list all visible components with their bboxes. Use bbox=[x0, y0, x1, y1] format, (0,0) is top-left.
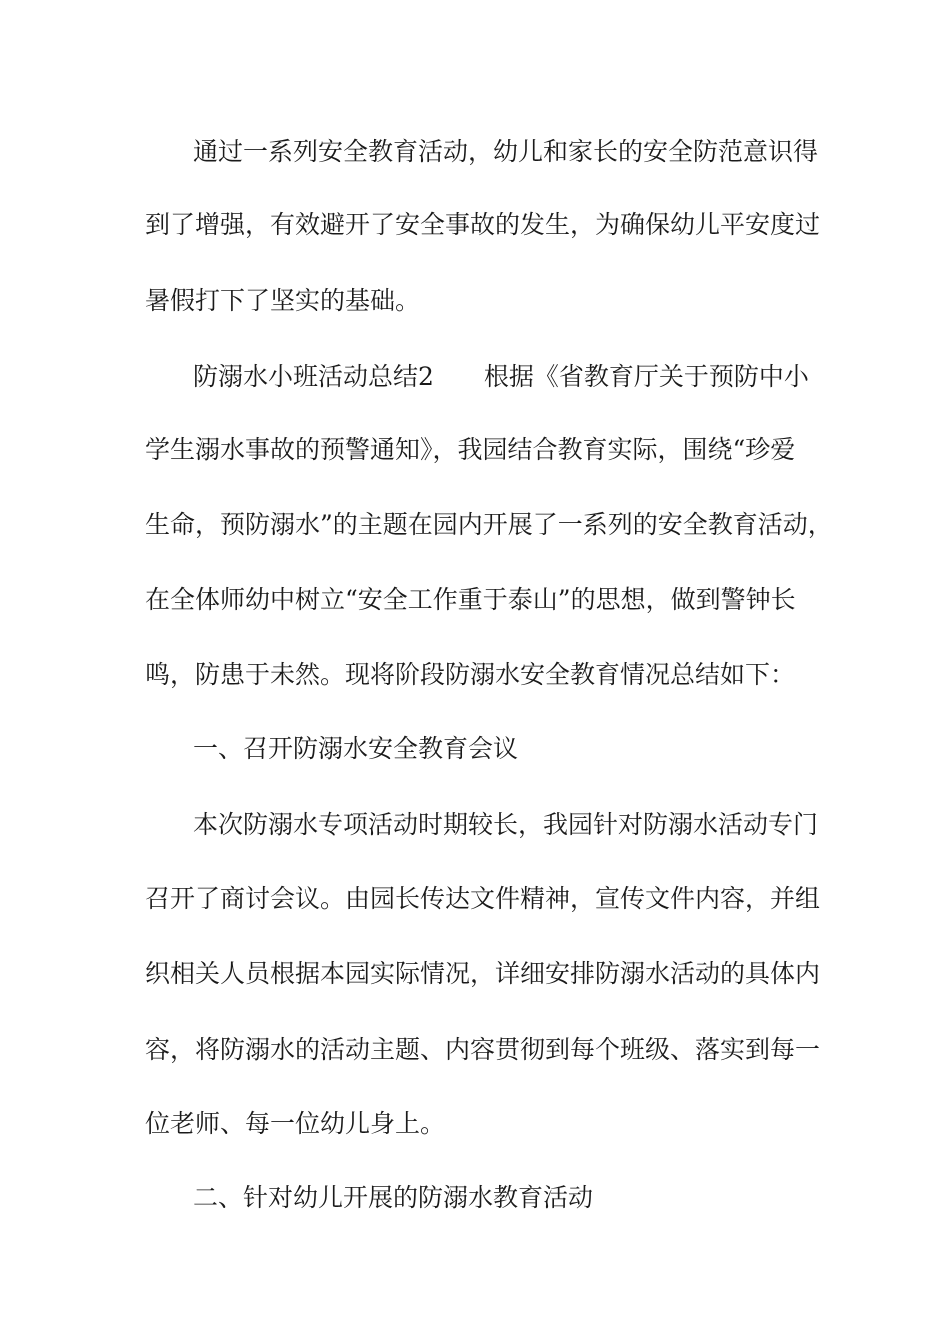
paragraph-2-line-3: 生命，预防溺水”的主题在园内开展了一系列的安全教育活动， bbox=[145, 510, 833, 539]
paragraph-3-line-4: 容，将防溺水的活动主题、内容贯彻到每个班级、落实到每一 bbox=[145, 1035, 821, 1064]
paragraph-2-line-2: 学生溺水事故的预警通知》，我园结合教育实际，围绕“珍爱 bbox=[145, 435, 796, 464]
paragraph-3-line-1: 本次防溺水专项活动时期较长，我园针对防溺水活动专门 bbox=[193, 810, 819, 839]
paragraph-3-line-5: 位老师、每一位幼儿身上。 bbox=[145, 1109, 446, 1138]
paragraph-1-line-2: 到了增强，有效避开了安全事故的发生，为确保幼儿平安度过 bbox=[145, 210, 821, 239]
section-heading-2: 二、针对幼儿开展的防溺水教育活动 bbox=[193, 1183, 594, 1212]
paragraph-2-line-5: 鸣，防患于未然。现将阶段防溺水安全教育情况总结如下： bbox=[145, 660, 796, 689]
paragraph-1-line-3: 暑假打下了坚实的基础。 bbox=[145, 286, 421, 315]
paragraph-3-line-2: 召开了商讨会议。由园长传达文件精神，宣传文件内容，并组 bbox=[145, 884, 821, 913]
paragraph-2-line-1: 防溺水小班活动总结2 根据《省教育厅关于预防中小 bbox=[193, 362, 809, 391]
paragraph-3-line-3: 织相关人员根据本园实际情况，详细安排防溺水活动的具体内 bbox=[145, 959, 821, 988]
paragraph-1-line-1: 通过一系列安全教育活动，幼儿和家长的安全防范意识得 bbox=[193, 137, 819, 166]
section-heading-1: 一、召开防溺水安全教育会议 bbox=[193, 734, 519, 763]
paragraph-2-line-4: 在全体师幼中树立“安全工作重于泰山”的思想，做到警钟长 bbox=[145, 585, 796, 614]
